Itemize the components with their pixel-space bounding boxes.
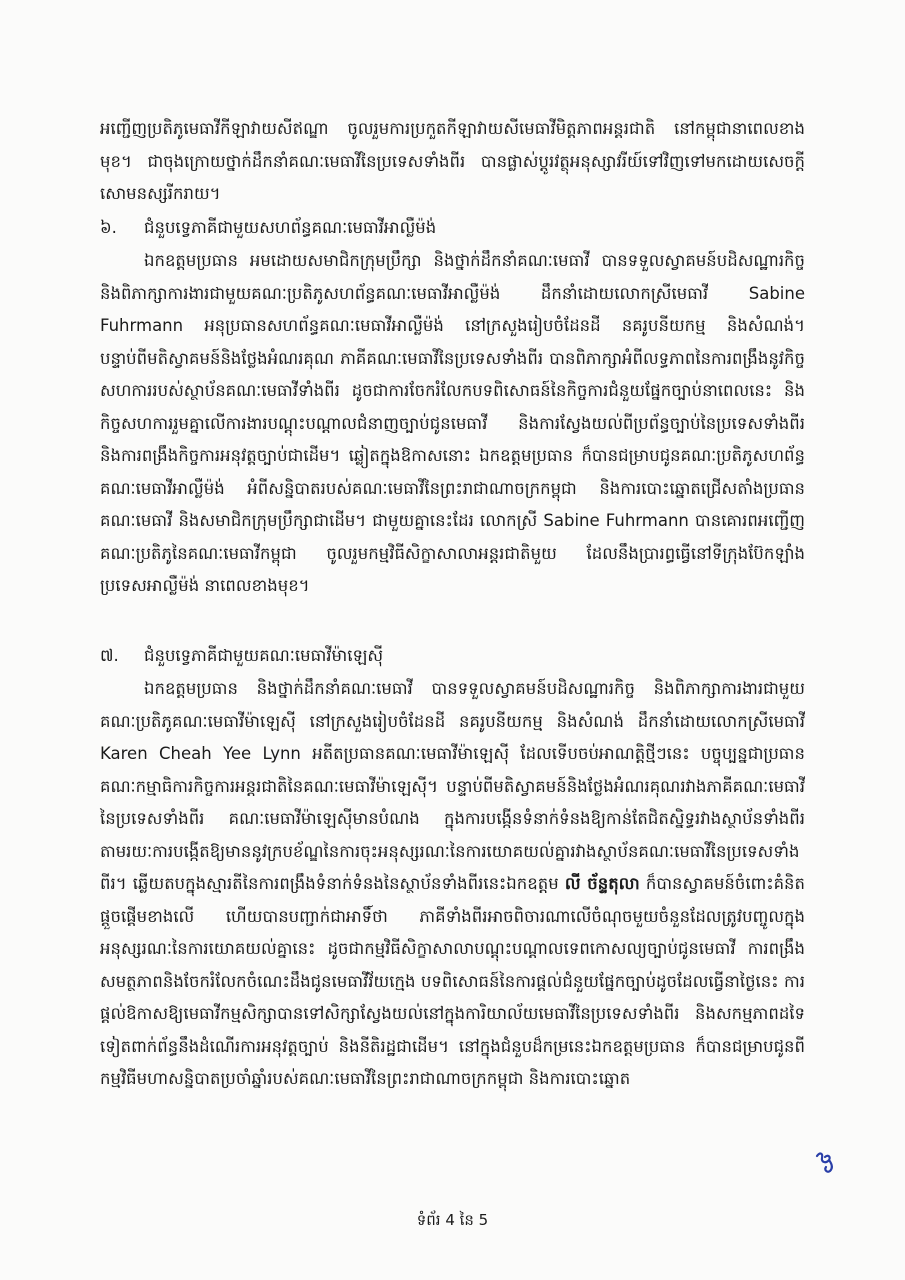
section-title-6: ជំនួបទ្វេភាគីជាមួយសហព័ន្ធគណៈមេធាវីអាល្លឺម៉ង់ (144, 218, 437, 237)
paragraph-intro (100, 113, 805, 211)
paragraph-malaysia-text-b: ក៏បានស្វាគមន៍ចំពោះគំនិតផ្តួចផ្តើមខាងលើ ហើយបានបញ្ជាក់ជាអាទិ៍ថា ភាគីទាំងពីរអាចពិចារណាលើចំណុចមួយចំនួនដែលត្រូវបញ្ចូលក្នុងអនុស្សរណៈនៃការយោគយល់គ្នានេះ ដូចជាកម្មវិធីសិក្ខាសាលាបណ្តុះបណ្តាលទេពកោសល្យច្បាប់ជូនមេធាវី ការពង្រឹងសមត្ថភាពនិងចែករំលែកចំណេះដឹងជូនមេធាវីវ័យក្មេង បទពិសោធន៍នៃការផ្តល់ជំនួយផ្នែកច្បាប់ដូចដែលធ្វើនាថ្ងៃនេះ ការផ្តល់ឱកាសឱ្យមេធាវីកម្មសិក្សាបានទៅសិក្សាស្វែងយល់នៅក្នុងការិយាល័យមេធាវីនៃប្រទេសទាំងពីរ និងសកម្មភាពដទៃទៀតពាក់ព័ន្ធនឹងដំណើរការអនុវត្តច្បាប់ និងនីតិរដ្ឋជាដើម។ នៅក្នុងជំនួបដ៏កម្រនេះឯកឧត្តមប្រធាន ក៏បានជម្រាបជូនពីកម្មវិធីមហាសន្និបាតប្រចាំឆ្នាំរបស់គណៈមេធាវីនៃព្រះរាជាណាចក្រកម្ពុជា និងការបោះឆ្នោត (100, 874, 805, 1088)
paragraph-malaysia-meeting (100, 673, 805, 1193)
paragraph-germany-meeting-text: ឯកឧត្តមប្រធាន អមដោយសមាជិកក្រុមប្រឹក្សា និងថ្នាក់ដឹកនាំគណៈមេធាវី បានទទួលស្វាគមន៍បដិសណ្ឋារកិច្ចនិងពិភាក្សាការងារជាមួយគណៈប្រតិភូសហព័ន្ធគណៈមេធាវីអាល្លឺម៉ង់ ដឹកនាំដោយលោកស្រីមេធាវី Sabine Fuhrmann អនុប្រធានសហព័ន្ធគណៈមេធាវីអាល្លឺម៉ង់ នៅក្រសួងរៀបចំដែនដី នគរូបនីយកម្ម និងសំណង់។ បន្ទាប់ពីមតិស្វាគមន៍និងថ្លែងអំណរគុណ ភាគីគណៈមេធាវីនៃប្រទេសទាំងពីរ បានពិភាក្សាអំពីលទ្ធភាពនៃការពង្រឹងនូវកិច្ចសហការរបស់ស្ថាប័នគណៈមេធាវីទាំងពីរ ដូចជាការចែករំលែកបទពិសោធន៍នៃកិច្ចការជំនួយផ្នែកច្បាប់នាពេលនេះ និងកិច្ចសហការរួមគ្នាលើការងារបណ្តុះបណ្តាលជំនាញច្បាប់ជូនមេធាវី និងការស្វែងយល់ពីប្រព័ន្ធច្បាប់នៃប្រទេសទាំងពីរ និងការពង្រឹងកិច្ចការអនុវត្តច្បាប់ជាដើម។ ឆ្លៀតក្នុងឱកាសនោះ ឯកឧត្តមប្រធាន ក៏បានជម្រាបជូនគណៈប្រតិភូសហព័ន្ធគណៈមេធាវីអាល្លឺម៉ង់ អំពីសន្និបាតរបស់គណៈមេធាវីនៃព្រះរាជាណាចក្រកម្ពុជា និងការបោះឆ្នោតជ្រើសតាំងប្រធានគណៈមេធាវី និងសមាជិកក្រុមប្រឹក្សាជាដើម។ ជាមួយគ្នានេះដែរ លោកស្រី Sabine Fuhrmann បានគោរពអញ្ជើញគណៈប្រតិភូនៃគណៈមេធាវីកម្ពុជា ចូលរួមកម្មវិធីសិក្ខាសាលាអន្តរជាតិមួយ ដែលនឹងប្រារព្ធធ្វើនៅទីក្រុងប៊ែកឡាំង ប្រទេសអាល្លឺម៉ង់ នាពេលខាងមុខ។ (100, 251, 805, 595)
paragraph-malaysia-text-a: ឯកឧត្តមប្រធាន និងថ្នាក់ដឹកនាំគណៈមេធាវី បានទទួលស្វាគមន៍បដិសណ្ឋារកិច្ច និងពិភាក្សាការងារជាមួយគណៈប្រតិភូគណៈមេធាវីម៉ាឡេស៊ី នៅក្រសួងរៀបចំដែនដី នគរូបនីយកម្ម និងសំណង់ ដឹកនាំដោយលោកស្រីមេធាវី Karen Cheah Yee Lynn អតីតប្រធានគណៈមេធាវីម៉ាឡេស៊ី ដែលទើបចប់អាណត្តិថ្មីៗនេះ បច្ចុប្បន្នជាប្រធានគណៈកម្មាធិការកិច្ចការអន្តរជាតិនៃគណៈមេធាវីម៉ាឡេស៊ី។ បន្ទាប់ពីមតិស្វាគមន៍និងថ្លែងអំណរគុណរវាងភាគីគណៈមេធាវីនៃប្រទេសទាំងពីរ គណៈមេធាវីម៉ាឡេស៊ីមានបំណង ក្នុងការបង្កើនទំនាក់ទំនងឱ្យកាន់តែជិតស្និទ្ធរវាងស្ថាប័នទាំងពីរ តាមរយៈការបង្កើតឱ្យមាននូវក្របខ័ណ្ឌនៃការចុះអនុស្សរណៈនៃការយោគយល់គ្នារវាងស្ថាប័នគណៈមេធាវីនៃប្រទេសទាំងពីរ។ ឆ្លើយតបក្នុងស្មារតីនៃការពង្រឹងទំនាក់ទំនងនៃស្ថាប័នទាំងពីរនេះឯកឧត្តម (100, 679, 805, 893)
page-number: ទំព័រ 4 នៃ 5 (416, 1211, 489, 1229)
person-name-bold: លី ច័ន្ទតុលា (564, 874, 640, 893)
section-heading-7 (100, 639, 805, 672)
paragraph-germany-meeting (100, 245, 805, 635)
handwritten-mark-icon (814, 1148, 838, 1174)
section-number-7: ៧. (100, 646, 119, 665)
section-heading-6 (100, 211, 805, 244)
section-title-7: ជំនួបទ្វេភាគីជាមួយគណៈមេធាវីម៉ាឡេស៊ី (144, 646, 384, 665)
section-number-6: ៦. (100, 218, 117, 237)
paragraph-intro-text: អញ្ជើញប្រតិភូមេធាវីកីឡាវាយសីឥណ្ឌា ចូលរួមការប្រកួតកីឡាវាយសីមេធាវីមិត្តភាពអន្តរជាតិ នៅកម្ពុជានាពេលខាងមុខ។ ជាចុងក្រោយថ្នាក់ដឹកនាំគណៈមេធាវីនៃប្រទេសទាំងពីរ បានផ្លាស់ប្តូរវត្ថុអនុស្សាវរីយ៍ទៅវិញទៅមកដោយសេចក្តីសោមនស្សរីករាយ។ (100, 119, 805, 203)
